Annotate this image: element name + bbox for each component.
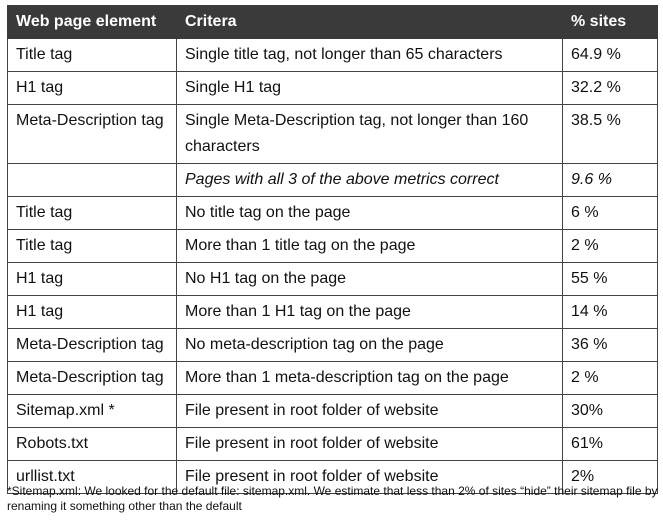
cell-percent: 64.9 % bbox=[563, 39, 658, 72]
table-row bbox=[8, 105, 658, 164]
table-row bbox=[8, 72, 658, 105]
cell-element: Meta-Description tag bbox=[8, 105, 177, 164]
header-web-page-element: Web page element bbox=[8, 6, 177, 39]
sitemap-footnote: *Sitemap.xml: We looked for the default file: sitemap.xml. We estimate that less than 2% of sites “hide” their sitemap file by renaming it something other than the default bbox=[7, 484, 658, 513]
table-row-summary bbox=[8, 164, 658, 197]
cell-percent: 2 % bbox=[563, 230, 658, 263]
table-header-row bbox=[8, 6, 658, 39]
cell-element: H1 tag bbox=[8, 263, 177, 296]
cell-element: Meta-Description tag bbox=[8, 329, 177, 362]
cell-criteria: File present in root folder of website bbox=[177, 428, 563, 461]
cell-element: Meta-Description tag bbox=[8, 362, 177, 395]
cell-criteria: No meta-description tag on the page bbox=[177, 329, 563, 362]
cell-percent: 6 % bbox=[563, 197, 658, 230]
table-row bbox=[8, 428, 658, 461]
table-row bbox=[8, 395, 658, 428]
cell-criteria: No title tag on the page bbox=[177, 197, 563, 230]
cell-criteria: Single H1 tag bbox=[177, 72, 563, 105]
cell-element: Title tag bbox=[8, 39, 177, 72]
table-row bbox=[8, 197, 658, 230]
cell-percent: 30% bbox=[563, 395, 658, 428]
table-row bbox=[8, 296, 658, 329]
cell-percent: 38.5 % bbox=[563, 105, 658, 164]
cell-percent: 9.6 % bbox=[563, 164, 658, 197]
table-row bbox=[8, 230, 658, 263]
cell-element: urllist.txt bbox=[8, 461, 177, 494]
cell-element bbox=[8, 164, 177, 197]
cell-element: Title tag bbox=[8, 197, 177, 230]
header-percent-sites: % sites bbox=[563, 6, 658, 39]
cell-percent: 14 % bbox=[563, 296, 658, 329]
cell-criteria: No H1 tag on the page bbox=[177, 263, 563, 296]
cell-criteria: File present in root folder of website bbox=[177, 461, 563, 494]
cell-criteria: More than 1 title tag on the page bbox=[177, 230, 563, 263]
table-row bbox=[8, 39, 658, 72]
seo-metrics-table bbox=[7, 5, 658, 494]
cell-element: Title tag bbox=[8, 230, 177, 263]
cell-criteria: File present in root folder of website bbox=[177, 395, 563, 428]
table-row bbox=[8, 329, 658, 362]
cell-percent: 2% bbox=[563, 461, 658, 494]
table-row bbox=[8, 362, 658, 395]
cell-criteria: More than 1 H1 tag on the page bbox=[177, 296, 563, 329]
cell-criteria: More than 1 meta-description tag on the page bbox=[177, 362, 563, 395]
cell-criteria: Single title tag, not longer than 65 characters bbox=[177, 39, 563, 72]
cell-criteria: Pages with all 3 of the above metrics correct bbox=[177, 164, 563, 197]
cell-percent: 61% bbox=[563, 428, 658, 461]
cell-element: H1 tag bbox=[8, 296, 177, 329]
cell-percent: 36 % bbox=[563, 329, 658, 362]
table-row bbox=[8, 263, 658, 296]
cell-element: Sitemap.xml * bbox=[8, 395, 177, 428]
seo-metrics-table-container bbox=[7, 5, 657, 494]
cell-percent: 55 % bbox=[563, 263, 658, 296]
header-criteria: Critera bbox=[177, 6, 563, 39]
cell-element: Robots.txt bbox=[8, 428, 177, 461]
cell-percent: 2 % bbox=[563, 362, 658, 395]
cell-percent: 32.2 % bbox=[563, 72, 658, 105]
cell-element: H1 tag bbox=[8, 72, 177, 105]
cell-criteria: Single Meta-Description tag, not longer than 160 characters bbox=[177, 105, 563, 164]
